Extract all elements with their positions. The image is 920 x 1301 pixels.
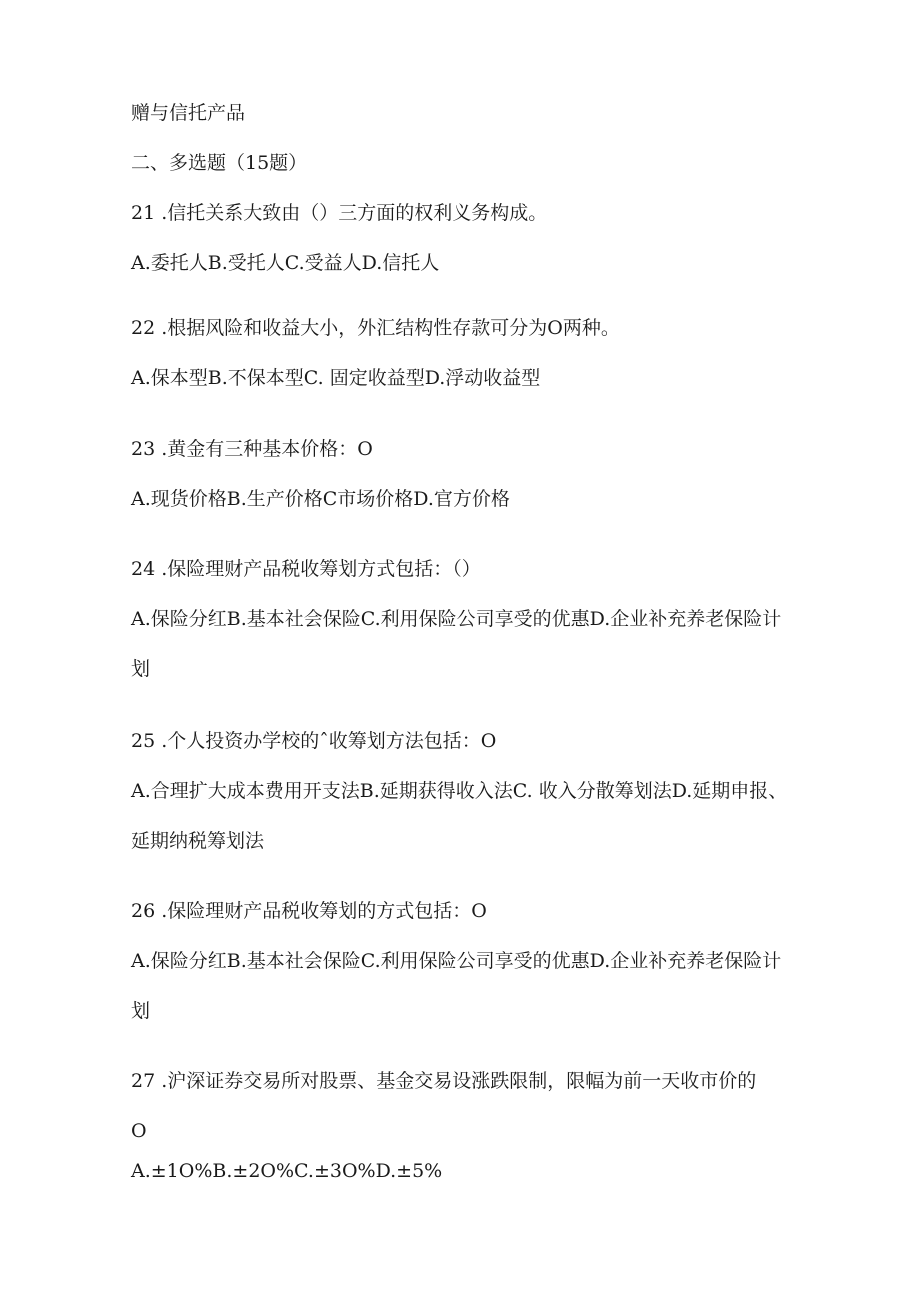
question-26-options: A.保险分红B.基本社会保险C.利用保险公司享受的优惠D.企业补充养老保险计: [131, 950, 782, 972]
question-27-cont: O: [131, 1120, 147, 1142]
question-24: 24 .保险理财产品税收筹划方式包括：（）: [131, 558, 481, 580]
question-25-options-cont: 延期纳税筹划法: [131, 830, 265, 852]
question-26-options-cont: 划: [131, 1000, 151, 1022]
question-26: 26 .保险理财产品税收筹划的方式包括：O: [131, 900, 487, 922]
question-27-options: A.±1O%B.±2O%C.±3O%D.±5%: [131, 1160, 443, 1182]
question-23: 23 .黄金有三种基本价格：O: [131, 438, 373, 460]
question-24-options: A.保险分红B.基本社会保险C.利用保险公司享受的优惠D.企业补充养老保险计: [131, 608, 782, 630]
section-heading: 二、多选题（15题）: [131, 152, 308, 174]
question-22: 22 .根据风险和收益大小，外汇结构性存款可分为O两种。: [131, 317, 620, 339]
question-21-options: A.委托人B.受托人C.受益人D.信托人: [131, 252, 440, 274]
question-24-options-cont: 划: [131, 658, 151, 680]
question-23-options: A.现货价格B.生产价格C市场价格D.官方价格: [131, 488, 510, 510]
question-25: 25 .个人投资办学校的ˆ收筹划方法包括：O: [131, 730, 497, 752]
text-line: 赠与信托产品: [131, 102, 246, 124]
question-22-options: A.保本型B.不保本型C. 固定收益型D.浮动收益型: [131, 367, 541, 389]
question-25-options: A.合理扩大成本费用开支法B.延期获得收入法C. 收入分散筹划法D.延期申报、: [131, 780, 788, 802]
question-27: 27 .沪深证券交易所对股票、基金交易设涨跌限制，限幅为前一天收市价的: [131, 1070, 757, 1092]
question-21: 21 .信托关系大致由（）三方面的权利义务构成。: [131, 202, 548, 224]
